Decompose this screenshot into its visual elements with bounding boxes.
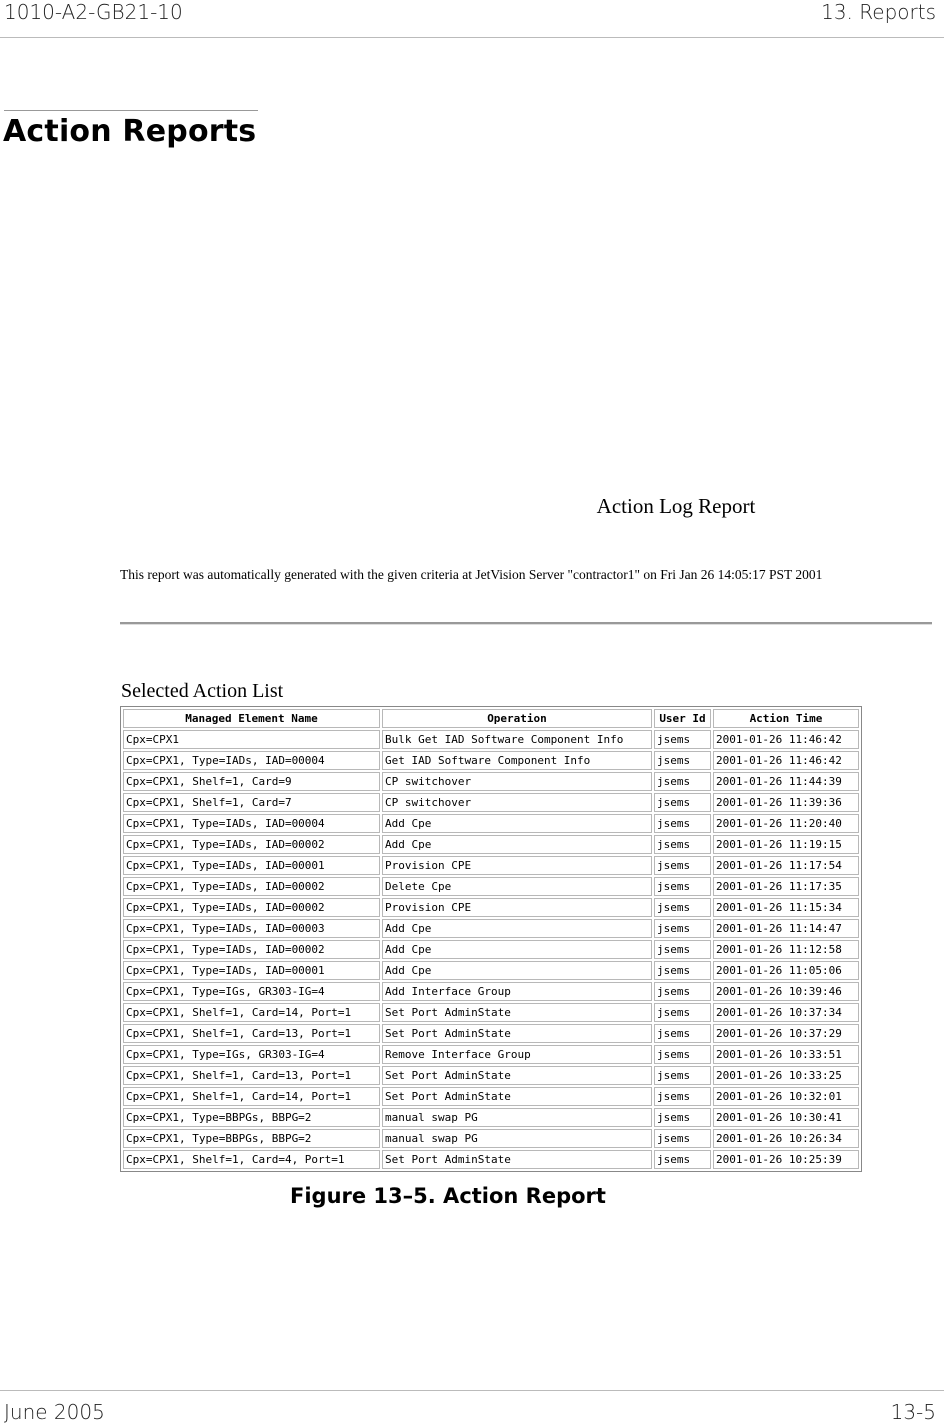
table-row <box>123 856 859 875</box>
cell-user-id: jsems <box>654 814 711 833</box>
table-row <box>123 730 859 749</box>
table-header-row <box>123 709 859 728</box>
cell-action-time: 2001-01-26 11:39:36 <box>713 793 859 812</box>
footer-date: June 2005 <box>4 1400 105 1424</box>
cell-action-time: 2001-01-26 10:26:34 <box>713 1129 859 1148</box>
cell-action-time: 2001-01-26 10:39:46 <box>713 982 859 1001</box>
cell-user-id: jsems <box>654 877 711 896</box>
cell-managed-element: Cpx=CPX1, Type=IADs, IAD=00002 <box>123 940 380 959</box>
cell-operation: Add Cpe <box>382 961 652 980</box>
cell-user-id: jsems <box>654 919 711 938</box>
cell-action-time: 2001-01-26 10:33:51 <box>713 1045 859 1064</box>
document-id: 1010-A2-GB21-10 <box>4 0 183 24</box>
table-row <box>123 877 859 896</box>
table-row <box>123 1045 859 1064</box>
table-row <box>123 1066 859 1085</box>
section-title: Action Reports <box>3 114 257 149</box>
cell-operation: manual swap PG <box>382 1108 652 1127</box>
cell-managed-element: Cpx=CPX1, Shelf=1, Card=13, Port=1 <box>123 1024 380 1043</box>
table-row <box>123 835 859 854</box>
cell-user-id: jsems <box>654 982 711 1001</box>
table-row <box>123 751 859 770</box>
page-number: 13-5 <box>890 1400 936 1424</box>
action-list-title: Selected Action List <box>121 680 284 702</box>
cell-managed-element: Cpx=CPX1, Shelf=1, Card=7 <box>123 793 380 812</box>
table-row <box>123 1150 859 1169</box>
cell-managed-element: Cpx=CPX1, Type=IADs, IAD=00002 <box>123 835 380 854</box>
cell-operation: manual swap PG <box>382 1129 652 1148</box>
cell-action-time: 2001-01-26 11:12:58 <box>713 940 859 959</box>
table-row <box>123 961 859 980</box>
cell-operation: Get IAD Software Component Info <box>382 751 652 770</box>
cell-user-id: jsems <box>654 730 711 749</box>
cell-operation: Provision CPE <box>382 898 652 917</box>
cell-user-id: jsems <box>654 1108 711 1127</box>
cell-action-time: 2001-01-26 10:37:29 <box>713 1024 859 1043</box>
report-subtitle: This report was automatically generated with the given criteria at JetVision Server "contractor1" on Fri Jan 26 14:05:17 PST 2001 <box>120 567 823 582</box>
report-divider <box>120 622 932 625</box>
figure-caption: Figure 13–5. Action Report <box>290 1184 606 1208</box>
cell-managed-element: Cpx=CPX1, Type=IGs, GR303-IG=4 <box>123 1045 380 1064</box>
table-row <box>123 919 859 938</box>
header-divider <box>0 37 944 38</box>
cell-action-time: 2001-01-26 11:46:42 <box>713 751 859 770</box>
table-row <box>123 898 859 917</box>
cell-managed-element: Cpx=CPX1, Type=IGs, GR303-IG=4 <box>123 982 380 1001</box>
chapter-title: 13. Reports <box>821 0 936 24</box>
cell-user-id: jsems <box>654 1045 711 1064</box>
table-body <box>123 730 859 1169</box>
cell-action-time: 2001-01-26 10:25:39 <box>713 1150 859 1169</box>
action-list-table <box>120 706 862 1172</box>
cell-user-id: jsems <box>654 898 711 917</box>
cell-managed-element: Cpx=CPX1, Type=IADs, IAD=00001 <box>123 961 380 980</box>
cell-action-time: 2001-01-26 10:30:41 <box>713 1108 859 1127</box>
cell-operation: CP switchover <box>382 793 652 812</box>
cell-operation: Set Port AdminState <box>382 1087 652 1106</box>
cell-action-time: 2001-01-26 10:33:25 <box>713 1066 859 1085</box>
cell-managed-element: Cpx=CPX1, Type=IADs, IAD=00004 <box>123 814 380 833</box>
report-title-wrap <box>0 494 944 519</box>
cell-action-time: 2001-01-26 11:20:40 <box>713 814 859 833</box>
cell-user-id: jsems <box>654 835 711 854</box>
cell-user-id: jsems <box>654 940 711 959</box>
cell-user-id: jsems <box>654 793 711 812</box>
column-header-managed-element: Managed Element Name <box>123 709 380 728</box>
cell-user-id: jsems <box>654 1024 711 1043</box>
column-header-action-time: Action Time <box>713 709 859 728</box>
cell-operation: Add Cpe <box>382 940 652 959</box>
table-row <box>123 772 859 791</box>
cell-operation: Bulk Get IAD Software Component Info <box>382 730 652 749</box>
table-row <box>123 1108 859 1127</box>
cell-user-id: jsems <box>654 1003 711 1022</box>
cell-action-time: 2001-01-26 10:32:01 <box>713 1087 859 1106</box>
cell-managed-element: Cpx=CPX1, Type=BBPGs, BBPG=2 <box>123 1129 380 1148</box>
cell-managed-element: Cpx=CPX1, Shelf=1, Card=4, Port=1 <box>123 1150 380 1169</box>
report-title: Action Log Report <box>596 494 756 518</box>
footer-divider <box>0 1390 944 1391</box>
cell-managed-element: Cpx=CPX1, Type=BBPGs, BBPG=2 <box>123 1108 380 1127</box>
cell-managed-element: Cpx=CPX1, Type=IADs, IAD=00001 <box>123 856 380 875</box>
cell-action-time: 2001-01-26 11:05:06 <box>713 961 859 980</box>
cell-action-time: 2001-01-26 11:15:34 <box>713 898 859 917</box>
cell-action-time: 2001-01-26 11:19:15 <box>713 835 859 854</box>
cell-user-id: jsems <box>654 772 711 791</box>
cell-user-id: jsems <box>654 1066 711 1085</box>
cell-action-time: 2001-01-26 10:37:34 <box>713 1003 859 1022</box>
table-row <box>123 1024 859 1043</box>
cell-action-time: 2001-01-26 11:44:39 <box>713 772 859 791</box>
cell-managed-element: Cpx=CPX1, Type=IADs, IAD=00002 <box>123 898 380 917</box>
cell-operation: Add Interface Group <box>382 982 652 1001</box>
cell-managed-element: Cpx=CPX1, Type=IADs, IAD=00004 <box>123 751 380 770</box>
column-header-user-id: User Id <box>654 709 711 728</box>
table-row <box>123 814 859 833</box>
cell-operation: Set Port AdminState <box>382 1003 652 1022</box>
table-row <box>123 1003 859 1022</box>
cell-operation: Add Cpe <box>382 919 652 938</box>
cell-managed-element: Cpx=CPX1, Shelf=1, Card=13, Port=1 <box>123 1066 380 1085</box>
column-header-operation: Operation <box>382 709 652 728</box>
cell-user-id: jsems <box>654 1129 711 1148</box>
cell-action-time: 2001-01-26 11:17:35 <box>713 877 859 896</box>
cell-managed-element: Cpx=CPX1, Shelf=1, Card=9 <box>123 772 380 791</box>
cell-managed-element: Cpx=CPX1, Type=IADs, IAD=00002 <box>123 877 380 896</box>
cell-managed-element: Cpx=CPX1, Shelf=1, Card=14, Port=1 <box>123 1087 380 1106</box>
section-divider <box>4 110 258 111</box>
table-row <box>123 940 859 959</box>
cell-action-time: 2001-01-26 11:14:47 <box>713 919 859 938</box>
cell-user-id: jsems <box>654 751 711 770</box>
cell-managed-element: Cpx=CPX1, Type=IADs, IAD=00003 <box>123 919 380 938</box>
table-row <box>123 982 859 1001</box>
cell-operation: CP switchover <box>382 772 652 791</box>
cell-managed-element: Cpx=CPX1, Shelf=1, Card=14, Port=1 <box>123 1003 380 1022</box>
cell-user-id: jsems <box>654 1087 711 1106</box>
cell-user-id: jsems <box>654 1150 711 1169</box>
cell-operation: Add Cpe <box>382 814 652 833</box>
cell-operation: Remove Interface Group <box>382 1045 652 1064</box>
cell-operation: Set Port AdminState <box>382 1150 652 1169</box>
table-row <box>123 793 859 812</box>
cell-operation: Delete Cpe <box>382 877 652 896</box>
cell-managed-element: Cpx=CPX1 <box>123 730 380 749</box>
cell-operation: Provision CPE <box>382 856 652 875</box>
cell-action-time: 2001-01-26 11:46:42 <box>713 730 859 749</box>
cell-user-id: jsems <box>654 856 711 875</box>
table-row <box>123 1087 859 1106</box>
table-row <box>123 1129 859 1148</box>
cell-operation: Set Port AdminState <box>382 1066 652 1085</box>
cell-user-id: jsems <box>654 961 711 980</box>
cell-operation: Set Port AdminState <box>382 1024 652 1043</box>
cell-action-time: 2001-01-26 11:17:54 <box>713 856 859 875</box>
cell-operation: Add Cpe <box>382 835 652 854</box>
